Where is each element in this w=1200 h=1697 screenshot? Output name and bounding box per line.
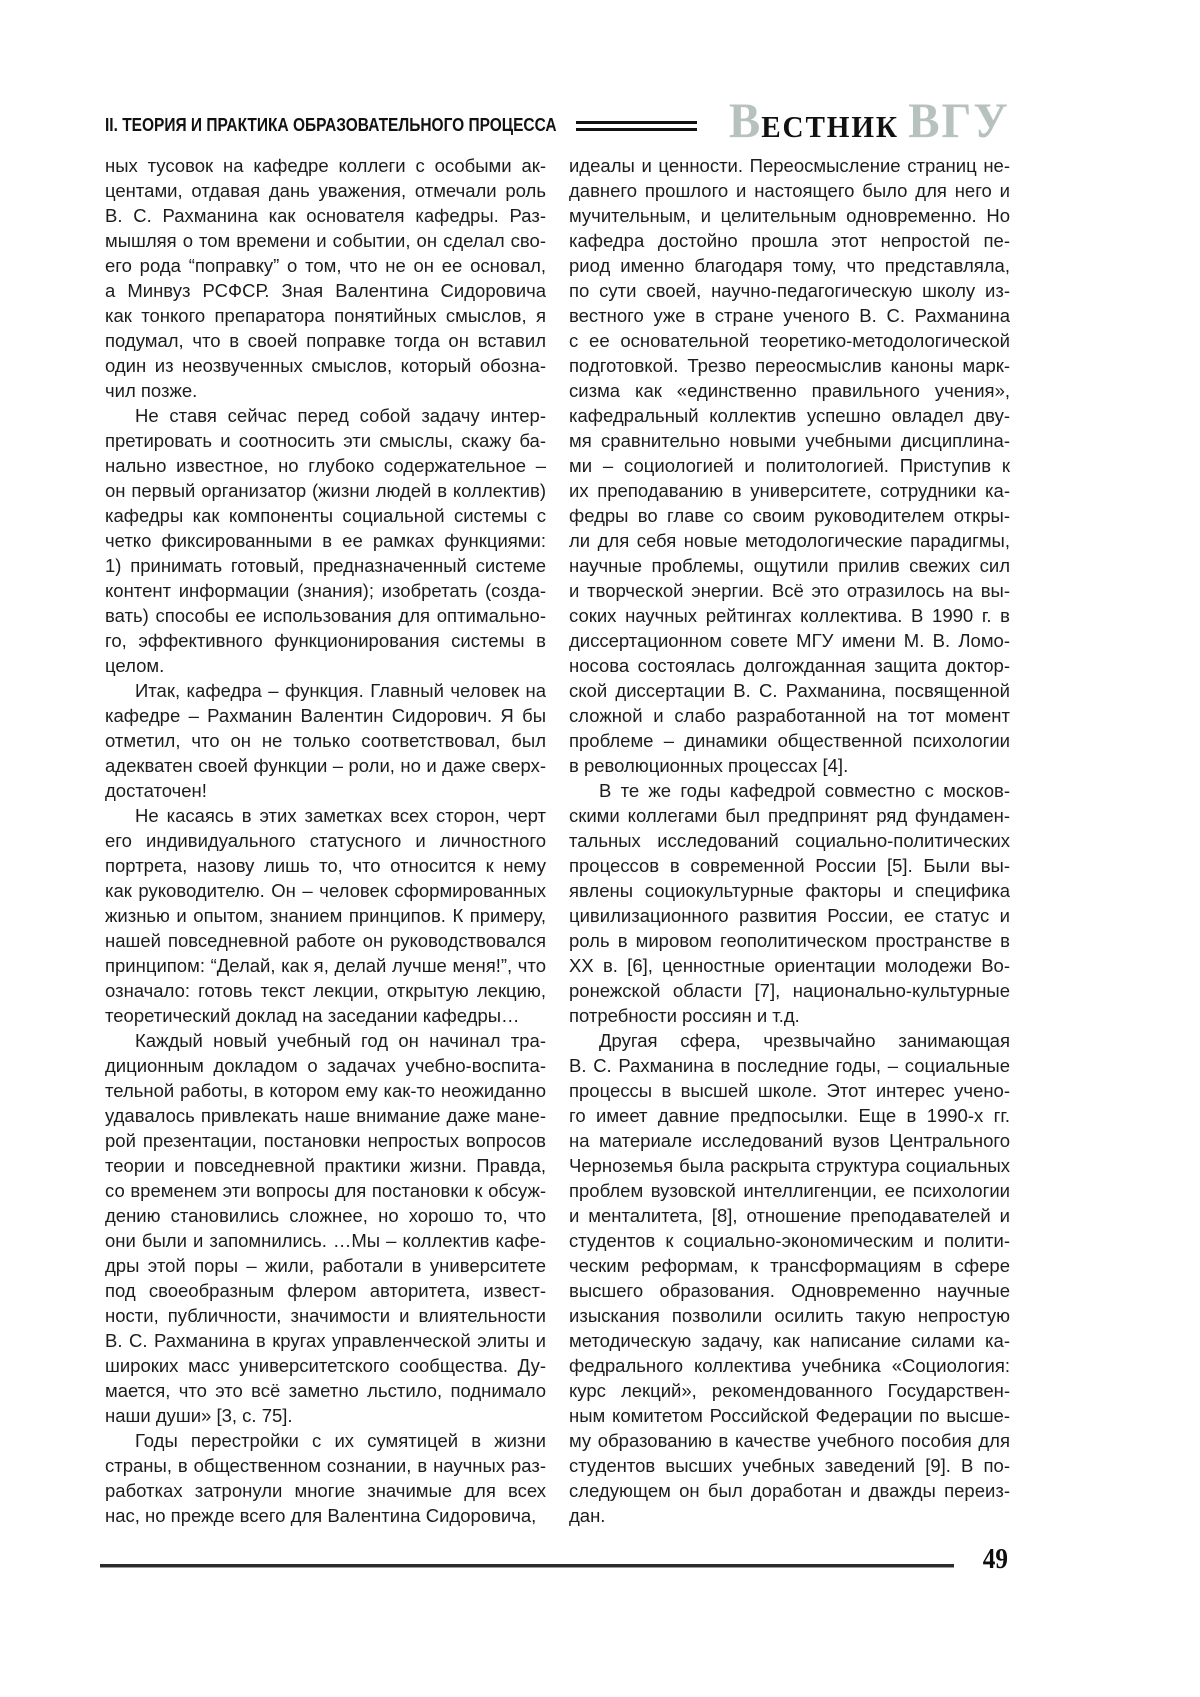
text-line: кафедры как компоненты социальной системы с xyxy=(105,505,546,526)
text-line: потребности россиян и т.д. xyxy=(569,1005,800,1026)
text-line: принципом: “Делай, как я, делай лучше меня!”, что xyxy=(105,955,546,976)
text-line: диссертационном совете МГУ имени М. В. Ломо- xyxy=(569,630,1010,651)
text-line: процессов в современной России [5]. Были вы- xyxy=(569,855,1010,876)
text-line: изыскания позволили осилить такую непростую xyxy=(569,1305,1010,1326)
left-text-column xyxy=(105,153,546,1528)
text-line: нально известное, но глубоко содержательное – xyxy=(105,455,546,476)
text-line: мышляя о том времени и событии, он сделал сво- xyxy=(105,230,546,251)
text-line: как руководителю. Он – человек сформированных xyxy=(105,880,546,901)
text-line: теории и повседневной практики жизни. Правда, xyxy=(105,1155,546,1176)
text-line: в революционных процессах [4]. xyxy=(569,755,849,776)
text-line: четко фиксированными в ее рамках функциями: xyxy=(105,530,546,551)
text-line: ных тусовок на кафедре коллеги с особыми ак- xyxy=(105,155,546,176)
text-line: целом. xyxy=(105,655,165,676)
text-line: идеалы и ценности. Переосмысление страниц не- xyxy=(569,155,1010,176)
text-line: роль в мировом геополитическом пространстве в xyxy=(569,930,1010,951)
text-line: ности, публичности, значимости и влиятельности xyxy=(105,1305,546,1326)
text-line: Черноземья была раскрыта структура социальных xyxy=(569,1155,1010,1176)
text-line: научные проблемы, ощутили прилив свежих сил xyxy=(569,555,1010,576)
text-line: тальных исследований социально-политических xyxy=(569,830,1010,851)
text-line: означало: готовь текст лекции, открытую лекцию, xyxy=(105,980,546,1001)
text-line: ми – социологией и политологией. Приступив к xyxy=(569,455,1010,476)
paragraph xyxy=(569,1028,1010,1528)
text-line: нас, но прежде всего для Валентина Сидоровича, xyxy=(105,1505,537,1526)
text-line: Не ставя сейчас перед собой задачу интер- xyxy=(135,405,546,426)
text-line: ской диссертации В. С. Рахманина, посвященной xyxy=(569,680,1010,701)
right-text-column xyxy=(569,153,1010,1528)
paragraph xyxy=(105,803,546,1028)
text-line: Другая сфера, чрезвычайно занимающая xyxy=(599,1030,1010,1051)
text-line: кафедра достойно прошла этот непростой пе- xyxy=(569,230,1010,251)
text-line: Итак, кафедра – функция. Главный человек на xyxy=(135,680,546,701)
text-line: скими коллегами был предпринят ряд фундамен- xyxy=(569,805,1010,826)
text-line: дры этой поры – жили, работали в университете xyxy=(105,1255,546,1276)
text-line: чил позже. xyxy=(105,380,198,401)
text-line: с ее основательной теоретико-методологической xyxy=(569,330,1010,351)
paragraph xyxy=(105,153,546,403)
text-line: курс лекций», рекомендованного Государствен- xyxy=(569,1380,1010,1401)
page-footer xyxy=(100,1544,1008,1574)
text-line: федрального коллектива учебника «Социология: xyxy=(569,1355,1010,1376)
footer-divider-line xyxy=(100,1564,954,1568)
text-line: методическую задачу, как написание силами ка- xyxy=(569,1330,1010,1351)
text-line: и менталитета, [8], отношение преподавателей и xyxy=(569,1205,1010,1226)
text-line: 1) принимать готовый, предназначенный системе xyxy=(105,555,546,576)
page-number: 49 xyxy=(982,1544,1008,1575)
text-line: кафедре – Рахманин Валентин Сидорович. Я бы xyxy=(105,705,546,726)
journal-logo-initial: В xyxy=(729,92,762,148)
text-line: удавалось привлекать наше внимание даже мане- xyxy=(105,1105,546,1126)
two-column-text-body xyxy=(105,153,1010,1528)
text-line: му образованию в качестве учебного пособия для xyxy=(569,1430,1010,1451)
text-line: цивилизационного развития России, ее статус и xyxy=(569,905,1010,926)
text-line: а Минвуз РСФСР. Зная Валентина Сидоровича xyxy=(105,280,546,301)
text-line: Годы перестройки с их сумятицей в жизни xyxy=(135,1430,546,1451)
text-line: Не касаясь в этих заметках всех сторон, черт xyxy=(135,805,546,826)
paragraph xyxy=(105,678,546,803)
text-line: портрета, назову лишь то, что относится к нему xyxy=(105,855,546,876)
page-header xyxy=(105,92,1010,148)
text-line: страны, в общественном сознании, в научных раз- xyxy=(105,1455,546,1476)
paragraph xyxy=(105,1028,546,1428)
paragraph xyxy=(105,1428,546,1528)
text-line: они были и запомнились. …Мы – коллектив кафе- xyxy=(105,1230,546,1251)
text-line: дан. xyxy=(569,1505,606,1526)
header-divider-line xyxy=(576,121,697,131)
text-line: Каждый новый учебный год он начинал тра- xyxy=(135,1030,546,1051)
text-line: он первый организатор (жизни людей в коллектив) xyxy=(105,480,546,501)
text-line: мается, что это всё заметно льстило, поднимало xyxy=(105,1380,546,1401)
text-line: под своеобразным флером авторитета, извест- xyxy=(105,1280,546,1301)
text-line: по сути своей, научно-педагогическую школу из- xyxy=(569,280,1010,301)
text-line: и творческой энергии. Всё это отразилось на вы- xyxy=(569,580,1010,601)
section-title: II. ТЕОРИЯ И ПРАКТИКА ОБРАЗОВАТЕЛЬНОГО ПРОЦЕССА xyxy=(105,114,557,135)
text-line: соких научных рейтингах коллектива. В 1990 г. в xyxy=(569,605,1010,626)
text-line: его индивидуального статусного и личностного xyxy=(105,830,546,851)
text-line: на материале исследований вузов Центрального xyxy=(569,1130,1010,1151)
text-line: дению становились сложнее, но хорошо то, что xyxy=(105,1205,546,1226)
paragraph xyxy=(105,403,546,678)
text-line: мя сравнительно новыми учебными дисциплина- xyxy=(569,430,1010,451)
text-line: наши души» [3, с. 75]. xyxy=(105,1405,293,1426)
text-line: риод именно благодаря тому, что представляла, xyxy=(569,255,1010,276)
text-line: го имеет давние предпосылки. Еще в 1990-х гг. xyxy=(569,1105,1010,1126)
text-line: явлены социокультурные факторы и специфика xyxy=(569,880,1010,901)
paragraph xyxy=(569,153,1010,778)
text-line: федры во главе со своим руководителем откры- xyxy=(569,505,1010,526)
text-line: го, эффективного функционирования системы в xyxy=(105,630,546,651)
text-line: ХХ в. [6], ценностные ориентации молодежи Во- xyxy=(569,955,1010,976)
text-line: контент информации (знания); изобретать (созда- xyxy=(105,580,546,601)
text-line: В. С. Рахманина в последние годы, – социальные xyxy=(569,1055,1010,1076)
text-line: диционным докладом о задачах учебно-воспита- xyxy=(105,1055,546,1076)
text-line: адекватен своей функции – роли, но и даже сверх- xyxy=(105,755,546,776)
text-line: один из неозвученных смыслов, который обозна- xyxy=(105,355,546,376)
journal-logo-name: ЕСТНИК xyxy=(761,109,900,144)
text-line: сложной и слабо разработанной на тот момент xyxy=(569,705,1010,726)
text-line: студентов к социально-экономическим и полити- xyxy=(569,1230,1010,1251)
text-line: кафедральный коллектив успешно овладел дву- xyxy=(569,405,1010,426)
text-line: проблеме – динамики общественной психологии xyxy=(569,730,1010,751)
text-line: рой презентации, постановки непростых вопросов xyxy=(105,1130,546,1151)
journal-logo xyxy=(729,92,1010,148)
journal-logo-abbr: ВГУ xyxy=(908,92,1010,148)
text-line: со временем эти вопросы для постановки к обсуж- xyxy=(105,1180,546,1201)
text-line: ным комитетом Российской Федерации по высше- xyxy=(569,1405,1010,1426)
text-line: тельной работы, в котором ему как-то неожиданно xyxy=(105,1080,546,1101)
text-line: как тонкого препаратора понятийных смыслов, я xyxy=(105,305,546,326)
text-line: носова состоялась долгожданная защита доктор- xyxy=(569,655,1010,676)
text-line: теоретический доклад на заседании кафедры… xyxy=(105,1005,520,1026)
text-line: широких масс университетского сообщества. Ду- xyxy=(105,1355,546,1376)
text-line: претировать и соотносить эти смыслы, скажу ба- xyxy=(105,430,546,451)
text-line: следующем он был доработан и дважды переиз- xyxy=(569,1480,1010,1501)
text-line: процессы в высшей школе. Этот интерес учено- xyxy=(569,1080,1010,1101)
text-line: подумал, что в своей поправке тогда он вставил xyxy=(105,330,546,351)
text-line: проблем вузовской интеллигенции, ее психологии xyxy=(569,1180,1010,1201)
text-line: ческим реформам, к трансформациям в сфере xyxy=(569,1255,1010,1276)
text-line: В. С. Рахманина как основателя кафедры. Раз- xyxy=(105,205,546,226)
text-line: мучительным, и целительным одновременно. Но xyxy=(569,205,1010,226)
text-line: высшего образования. Одновременно научные xyxy=(569,1280,1010,1301)
text-line: центами, отдавая дань уважения, отмечали роль xyxy=(105,180,546,201)
text-line: вать) способы ее использования для оптимально- xyxy=(105,605,546,626)
text-line: подготовкой. Трезво переосмыслив каноны марк- xyxy=(569,355,1010,376)
text-line: ронежской области [7], национально-культурные xyxy=(569,980,1010,1001)
text-line: работках затронули многие значимые для всех xyxy=(105,1480,546,1501)
text-line: студентов высших учебных заведений [9]. В по- xyxy=(569,1455,1010,1476)
text-line: В те же годы кафедрой совместно с москов- xyxy=(599,780,1010,801)
paragraph xyxy=(569,778,1010,1028)
text-line: В. С. Рахманина в кругах управленческой элиты и xyxy=(105,1330,546,1351)
text-line: отметил, что он не только соответствовал, был xyxy=(105,730,546,751)
text-line: достаточен! xyxy=(105,780,207,801)
text-line: нашей повседневной работе он руководствовался xyxy=(105,930,546,951)
text-line: вестного уже в стране ученого В. С. Рахманина xyxy=(569,305,1010,326)
text-line: ли для себя новые методологические парадигмы, xyxy=(569,530,1010,551)
text-line: их преподаванию в университете, сотрудники ка- xyxy=(569,480,1010,501)
text-line: жизнью и опытом, знанием принципов. К примеру, xyxy=(105,905,546,926)
text-line: его рода “поправку” о том, что не он ее основал, xyxy=(105,255,546,276)
text-line: давнего прошлого и настоящего было для него и xyxy=(569,180,1010,201)
text-line: сизма как «единственно правильного учения», xyxy=(569,380,1010,401)
